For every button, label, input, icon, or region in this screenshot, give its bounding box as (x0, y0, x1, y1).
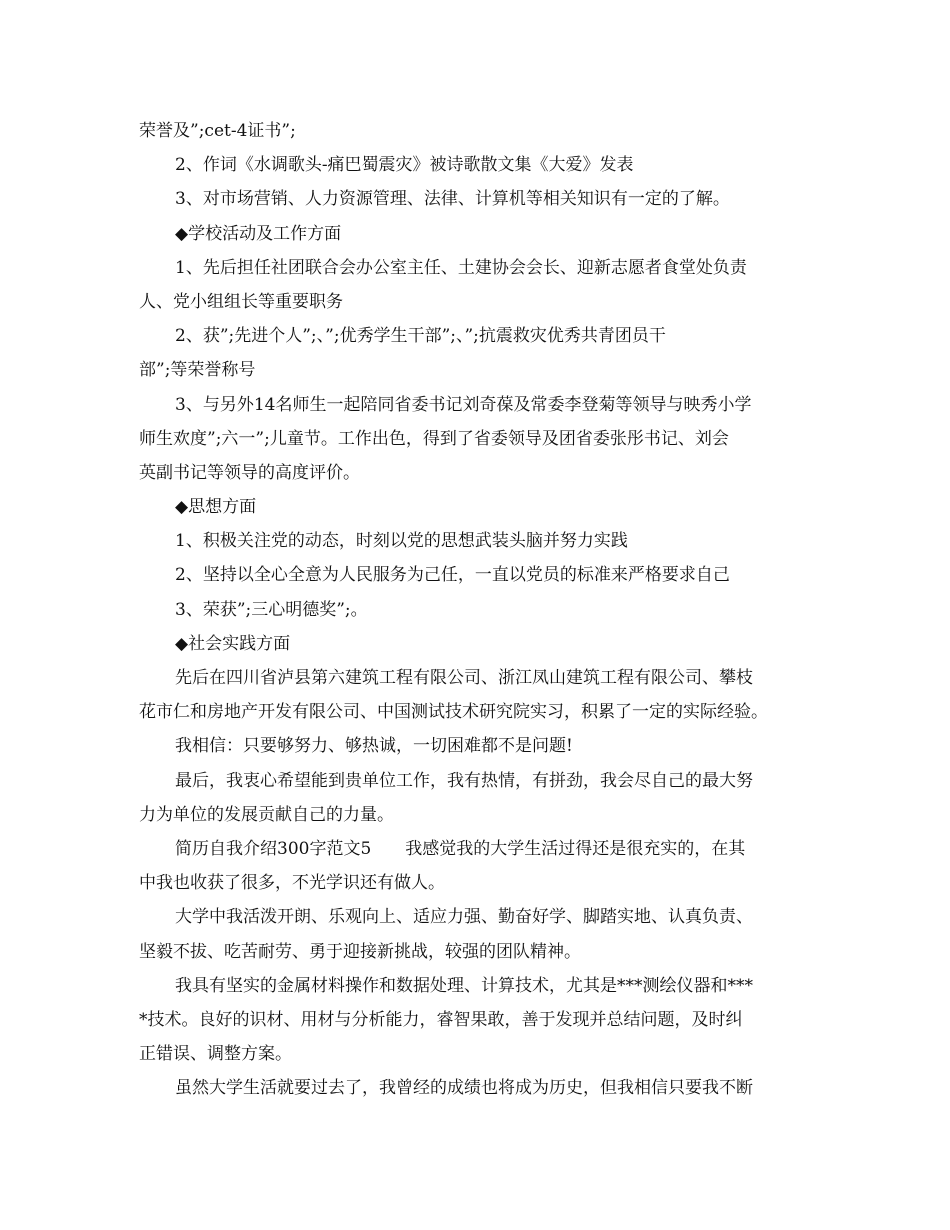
closing-paragraph: 最后，我衷心希望能到贵单位工作，我有热情，有拼劲，我会尽自己的最大努 (175, 770, 753, 791)
closing-paragraph-cont: 力为单位的发展贡献自己的力量。 (139, 804, 394, 825)
sample-5-paragraph-cont: 中我也收获了很多，不光学识还有做人。 (139, 873, 445, 894)
skills-paragraph: 我具有坚实的金属材料操作和数据处理、计算技术，尤其是***测绘仪器和*** (175, 975, 753, 996)
sample-5-paragraph: 简历自我介绍300字范文5 我感觉我的大学生活过得还是很充实的，在其 (175, 838, 746, 859)
activity-item-2-cont: 部”;等荣誉称号 (139, 360, 256, 381)
skill-item-3: 3、对市场营销、人力资源管理、法律、计算机等相关知识有一定的了解。 (175, 189, 730, 210)
activity-item-3-cont2: 英副书记等领导的高度评价。 (139, 462, 360, 483)
ideology-item-3: 3、荣获”;三心明德奖”;。 (175, 599, 368, 620)
activity-item-1: 1、先后担任社团联合会办公室主任、土建协会会长、迎新志愿者食堂处负责 (175, 257, 747, 278)
ideology-item-2: 2、坚持以全心全意为人民服务为己任，一直以党员的标准来严格要求自己 (175, 565, 730, 586)
future-paragraph: 虽然大学生活就要过去了，我曾经的成绩也将成为历史，但我相信只要我不断 (175, 1078, 753, 1099)
section-heading-school-activities: ◆学校活动及工作方面 (175, 223, 342, 244)
belief-paragraph: 我相信：只要够努力、够热诚，一切困难都不是问题! (175, 736, 573, 757)
activity-item-3-cont: 师生欢度”;六一”;儿童节。工作出色，得到了省委领导及团省委张彤书记、刘会 (139, 428, 729, 449)
personality-paragraph-cont: 坚毅不拔、吃苦耐劳、勇于迎接新挑战，较强的团队精神。 (139, 941, 581, 962)
activity-item-1-cont: 人、党小组组长等重要职务 (139, 291, 343, 312)
section-heading-social-practice: ◆社会实践方面 (175, 633, 291, 654)
activity-item-3: 3、与另外14名师生一起陪同省委书记刘奇葆及常委李登菊等领导与映秀小学 (175, 394, 752, 415)
ideology-item-1: 1、积极关注党的动态，时刻以党的思想武装头脑并努力实践 (175, 531, 628, 552)
practice-paragraph-cont: 花市仁和房地产开发有限公司、中国测试技术研究院实习，积累了一定的实际经验。 (139, 702, 768, 723)
personality-paragraph: 大学中我活泼开朗、乐观向上、适应力强、勤奋好学、脚踏实地、认真负责、 (175, 907, 753, 928)
award-item-2: 2、作词《水调歌头-痛巴蜀震灾》被诗歌散文集《大爱》发表 (175, 155, 634, 176)
activity-item-2: 2、获”;先进个人”;、”;优秀学生干部”;、”;抗震救灾优秀共青团员干 (175, 326, 666, 347)
section-heading-ideology: ◆思想方面 (175, 497, 257, 518)
skills-paragraph-cont: *技术。良好的识材、用材与分析能力，睿智果敢，善于发现并总结问题，及时纠 (139, 1009, 743, 1030)
practice-paragraph: 先后在四川省泸县第六建筑工程有限公司、浙江凤山建筑工程有限公司、攀枝 (175, 668, 753, 688)
text-line-continuation: 荣誉及”;cet-4证书”; (139, 121, 296, 141)
document-body (139, 114, 815, 1105)
skills-paragraph-cont2: 正错误、调整方案。 (139, 1044, 292, 1065)
